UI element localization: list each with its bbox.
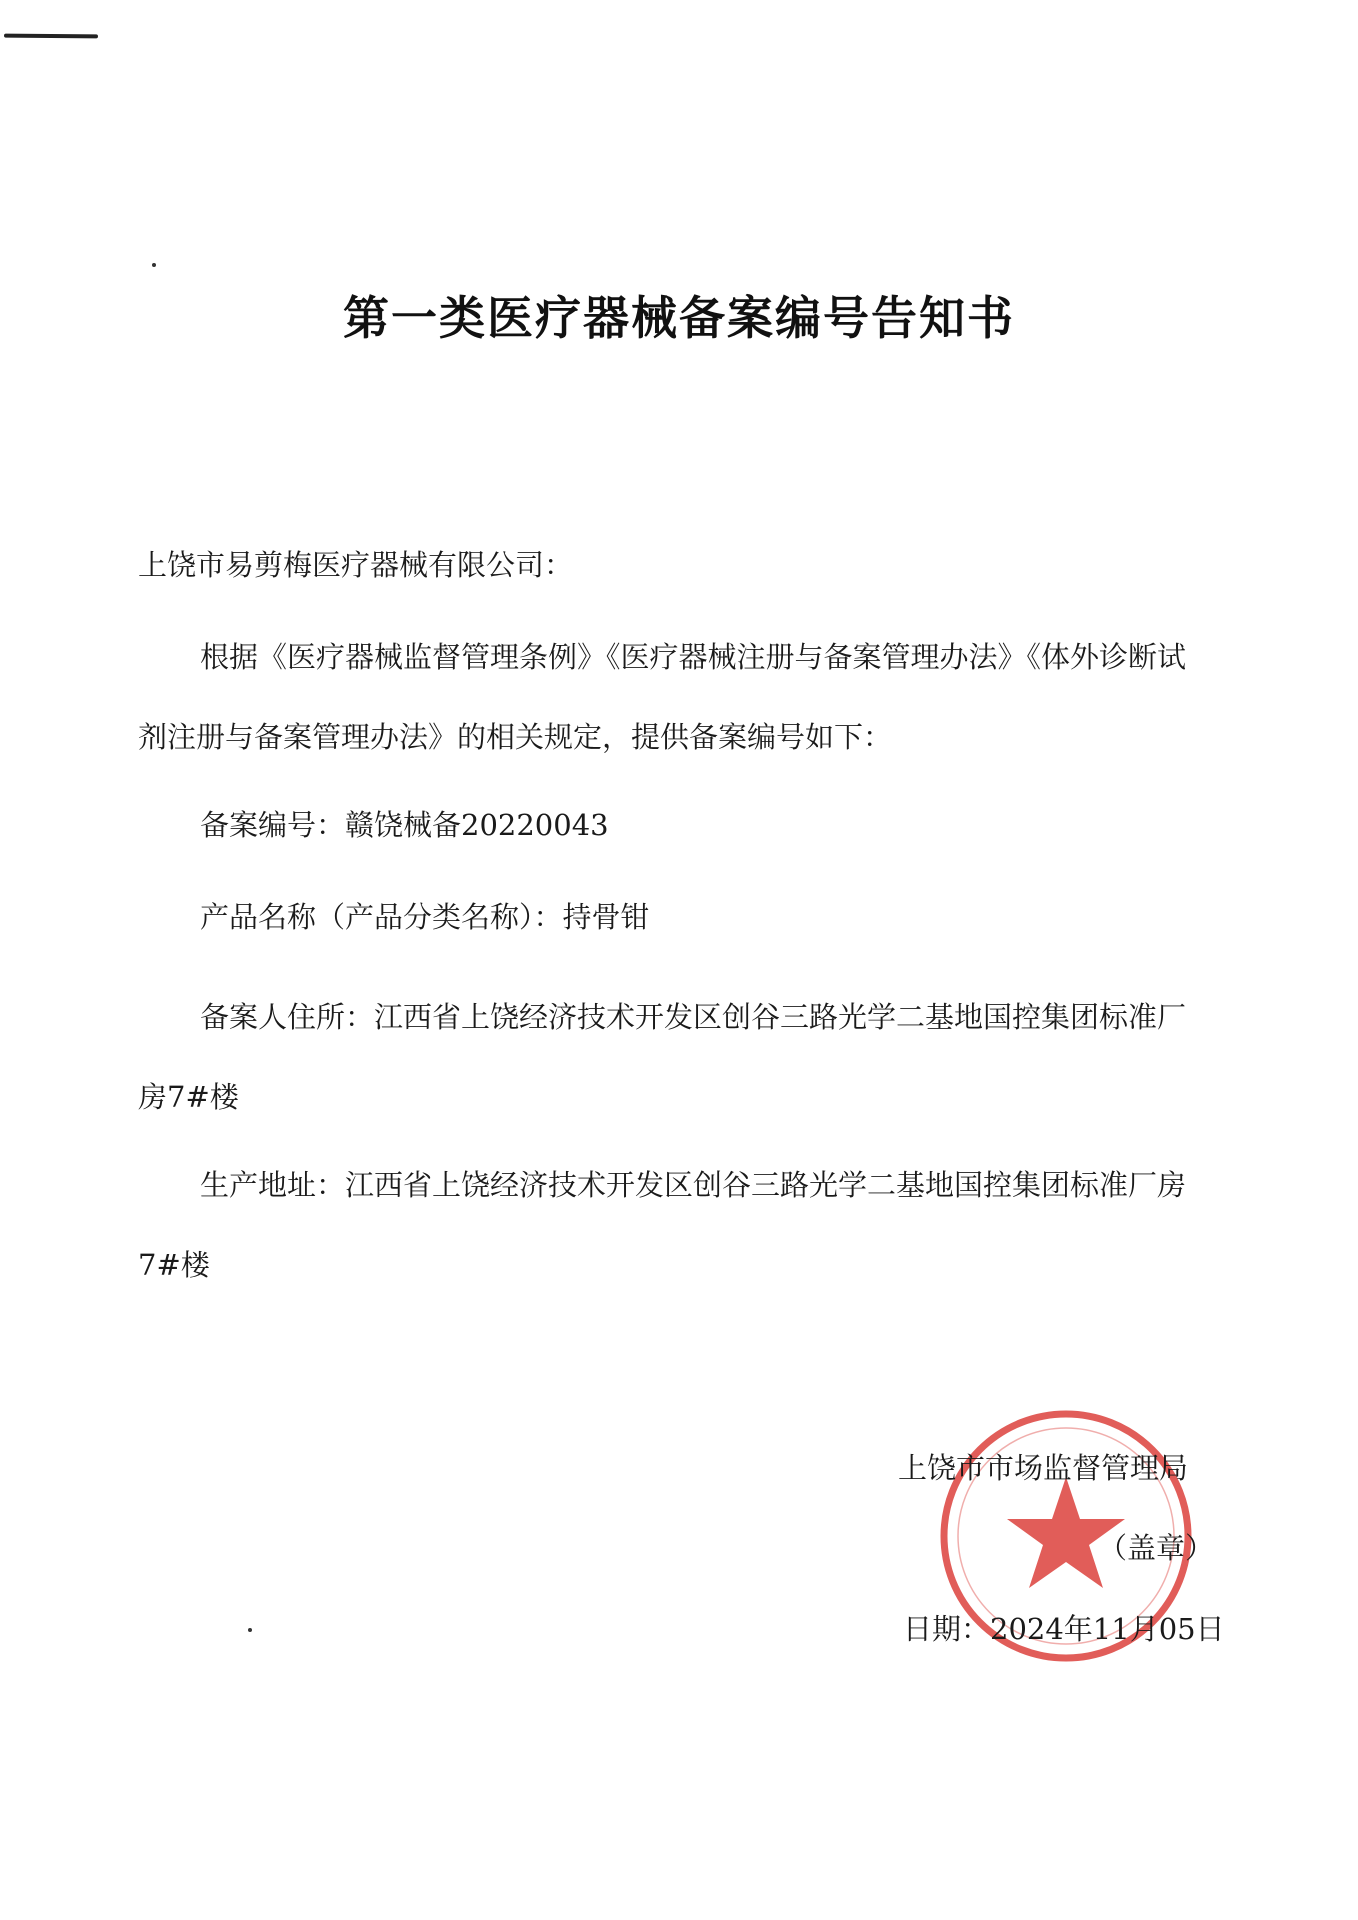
- body-paragraph: 根据《医疗器械监督管理条例》《医疗器械注册与备案管理办法》《体外诊断试剂注册与备案管理办法》的相关规定，提供备案编号如下：: [138, 640, 1187, 754]
- issue-date: 日期：2024年11月05日: [903, 1612, 1225, 1646]
- registrant-address-line: 备案人住所：江西省上饶经济技术开发区创谷三路光学二基地国控集团标准厂房7#楼: [138, 1000, 1187, 1114]
- seal-note: （盖章）: [1098, 1531, 1215, 1565]
- scan-artifact-dot: [248, 1628, 252, 1632]
- issuer-name: 上饶市市场监督管理局: [898, 1451, 1189, 1485]
- production-address-line: 生产地址：江西省上饶经济技术开发区创谷三路光学二基地国控集团标准厂房7#楼: [138, 1168, 1187, 1282]
- recipient-line: 上饶市易剪梅医疗器械有限公司：: [138, 548, 574, 582]
- filing-number-line: 备案编号：赣饶械备20220043: [200, 808, 609, 842]
- scan-artifact-dot: [152, 263, 156, 267]
- document-title: 第一类医疗器械备案编号告知书: [343, 291, 1015, 345]
- product-name-line: 产品名称（产品分类名称）：持骨钳: [200, 900, 650, 934]
- scan-artifact-line: [4, 34, 98, 39]
